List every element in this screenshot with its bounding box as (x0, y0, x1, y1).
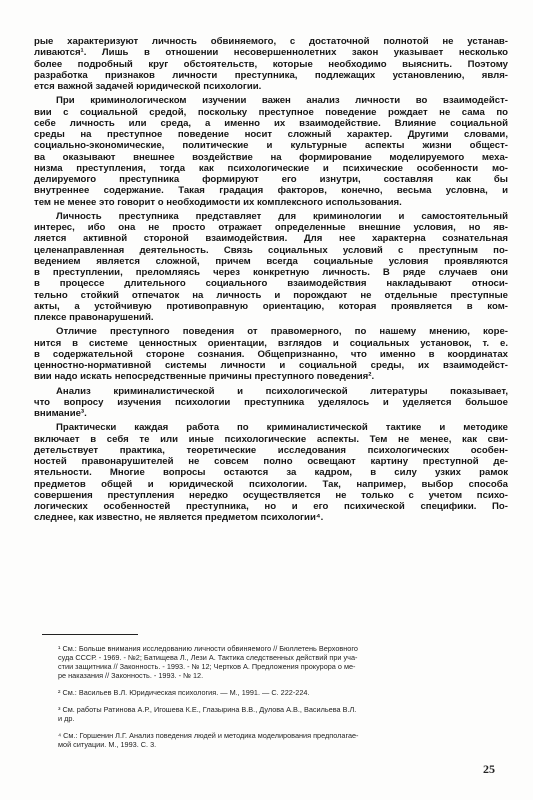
paragraph-4 (34, 326, 508, 382)
text-line: акты, а устойчивую противоправную ориентацию, которая проявляется в ком- (34, 300, 508, 312)
text-line: При криминологическом изучении важен анализ личности во взаимодейст- (56, 95, 508, 107)
text-line: Личность преступника представляет для криминологии и самостоятельный (56, 210, 508, 222)
footnote-line: мой ситуации. М., 1993. С. 3. (58, 740, 157, 749)
text-line: Практически каждая работа по криминалистической тактике и методике (56, 422, 508, 434)
text-line: разработка признаков личности преступника, подлежащих установлению, явля- (34, 69, 508, 81)
paragraph-2 (34, 95, 508, 208)
footnote-2 (58, 688, 506, 697)
text-line: ятельности. Многие вопросы остаются за кадром, в силу узких рамок (34, 467, 508, 479)
footnote-line: ре наказания // Законность. - 1993. - № 12. (58, 671, 204, 680)
text-line: Отличие преступного поведения от правомерного, по нашему мнению, коре- (56, 326, 508, 338)
text-line: ливаются¹. Лишь в отношении несовершеннолетних закон указывает несколько (34, 47, 508, 59)
footnote-4 (58, 731, 506, 749)
text-line: в процессе длительного социального взаимодействия накладывают относи- (34, 278, 508, 290)
text-line: более подробный круг обстоятельств, которые необходимо выяснить. Поэтому (34, 58, 508, 70)
text-line: интерес, ибо она не просто отражает определенные внешние условия, но яв- (34, 222, 508, 233)
footnote-line: ⁴ См.: Горшенин Л.Г. Анализ поведения людей и методика моделирования предполагае- (58, 731, 359, 740)
text-line: рые характеризуют личность обвиняемого, с достаточной полнотой не устанав- (34, 36, 508, 47)
footnote-line: суда СССР. - 1969. - №2; Батищева Л., Лези А. Тактика следственных действий при уча- (58, 653, 358, 662)
footnote-line: и др. (58, 714, 75, 723)
text-line: внутреннее содержание. Такая градация факторов, конечно, весьма условна, и (34, 185, 508, 197)
footnote-1 (58, 644, 506, 680)
footnote-line: ¹ См.: Больше внимания исследованию личности обвиняемого // Бюллетень Верховного (58, 644, 358, 653)
text-line: логических особенностей преступника, но и его психической специфики. По- (34, 501, 508, 512)
text-line: низма преступления, тогда как психологические и психические особенности мо- (34, 162, 508, 174)
footnote-3 (58, 705, 506, 723)
text-line: совершения преступления нередко осуществляется не только с учетом психо- (34, 489, 508, 501)
footnote-line: стии защитника // Законность. - 1993. - № 12; Чертков А. Предложения прокурора о ме- (58, 662, 356, 671)
text-line: включает в себя те или иные психологические аспекты. Тем не менее, как сви- (34, 433, 508, 445)
text-line: ется важной задачей юридической психологии. (34, 81, 262, 92)
footnotes (58, 644, 506, 757)
text-line: вии с социальной средой, поскольку преступное поведение рождает не сама по (34, 106, 508, 118)
paragraph-1 (34, 36, 508, 92)
text-line: предметов общей и юридической психологии. Так, например, выбор способа (34, 478, 508, 490)
text-line: социально-экономические, политические и культурные аспекты жизни общест- (34, 140, 508, 152)
text-line: нится в системе ценностных ориентации, взглядов и социальных установок, т. е. (34, 337, 508, 349)
text-line: ва оказывают внешнее воздействие на формирование моделируемого меха- (34, 151, 508, 163)
text-line: что вопросу изучения психологии преступника уделялось и уделяется большое (34, 396, 508, 408)
page-number: 25 (483, 762, 495, 776)
text-line: ностей правонарушителей не совсем полно освещают картину преступной де- (34, 456, 508, 467)
text-line: целенаправленная деятельность. Связь социальных условий с преступным по- (34, 244, 508, 256)
text-line: внимание³. (34, 408, 87, 419)
paragraph-6 (34, 422, 508, 523)
text-line: следнее, как известно, не является предметом психологии⁴. (34, 512, 324, 524)
text-line: вии надо искать непосредственные причины преступного поведения². (34, 371, 375, 383)
text-line: себе личность или среда, а именно их взаимодействие. Влияние социальной (34, 117, 508, 129)
text-line: тем не менее это говорит о необходимости их комплексного использования. (34, 196, 402, 208)
text-line: в преступлении, преломляясь через конкретную личность. В ряде случаев они (34, 267, 508, 278)
text-line: плексе правонарушений. (34, 312, 154, 323)
text-line: ляется активной стороной взаимодействия. Для нее характерна сознательная (34, 233, 508, 245)
paragraph-3 (34, 211, 508, 324)
footnote-line: ³ См. работы Ратинова А.Р., Игошева К.Е., Глазырина В.В., Дулова А.В., Васильева В.Л. (58, 705, 357, 714)
text-line: тельно стойкий отпечаток на личность и порождают не отдельные преступные (34, 289, 508, 301)
text-line: в содержательной стороне сознания. Общепризнанно, что именно в координатах (34, 348, 508, 360)
main-text (34, 36, 508, 527)
footnote-divider (42, 634, 138, 635)
text-line: среды на преступное поведение носит сложный характер. Другими словами, (34, 129, 508, 140)
paragraph-5 (34, 386, 508, 420)
text-line: детельствует практика, теоретические исследования психологических особен- (34, 444, 508, 456)
text-line: ценностно-нормативной системы личности и социальной среды, их взаимодейст- (34, 360, 508, 371)
text-line: Анализ криминалистической и психологической литературы показывает, (56, 385, 508, 397)
footnote-line: ² См.: Васильев В.Л. Юридическая психология. — М., 1991. — С. 222-224. (58, 688, 310, 697)
text-line: делируемого преступника формируют его изнутри, составляя как бы (34, 174, 508, 185)
text-line: ведением является сложной, причем всегда социальные условия проявляются (34, 255, 508, 267)
